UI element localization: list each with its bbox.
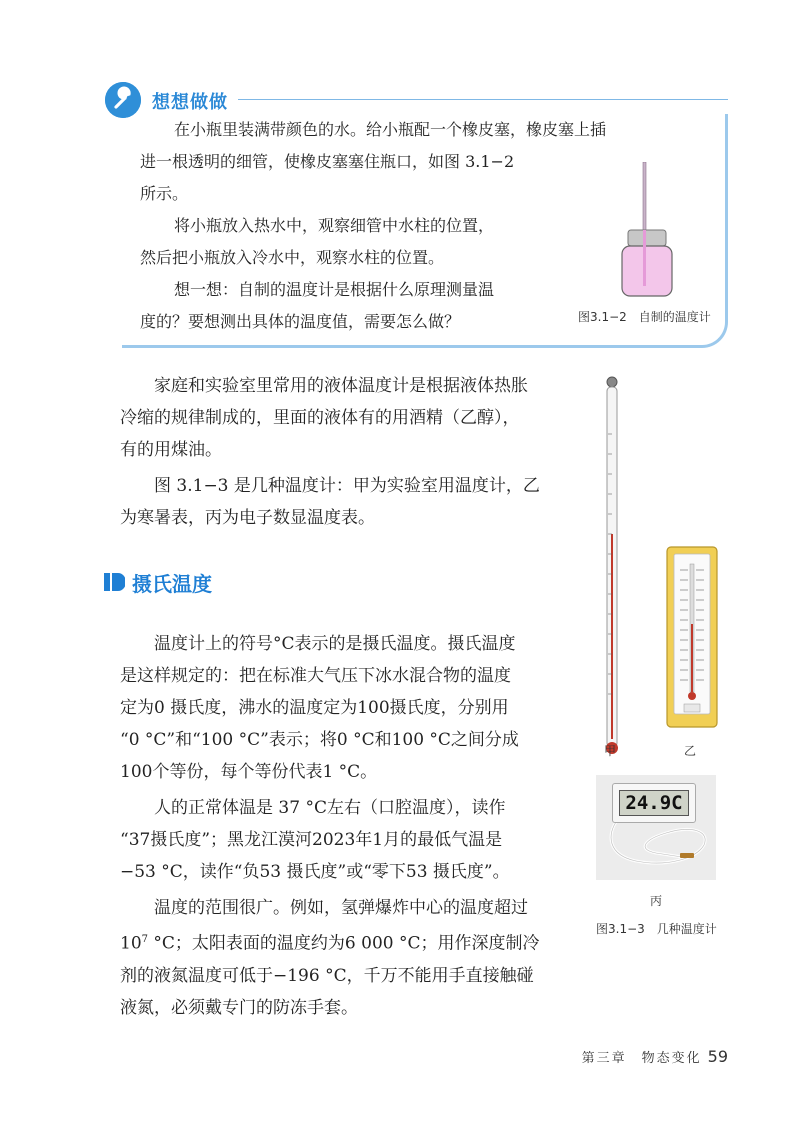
para-line: −53 °C，读作“负53 摄氏度”或“零下53 摄氏度”。 bbox=[120, 862, 510, 882]
label-yi: 乙 bbox=[684, 744, 697, 758]
figure-3-1-3-caption: 图3.1−3 几种温度计 bbox=[596, 922, 717, 936]
activity-line: 想一想：自制的温度计是根据什么原理测量温 bbox=[174, 280, 495, 299]
para-line: 是这样规定的：把在标准大气压下冰水混合物的温度 bbox=[120, 666, 511, 686]
power-base: 10 bbox=[120, 933, 142, 954]
digital-reading: 24.9C bbox=[619, 790, 689, 816]
activity-line: 然后把小瓶放入冷水中，观察水柱的位置。 bbox=[140, 248, 445, 267]
lab-thermometer-illustration bbox=[600, 374, 624, 766]
section-marker-icon bbox=[103, 571, 125, 593]
para-line: “37摄氏度”；黑龙江漠河2023年1月的最低气温是 bbox=[120, 830, 503, 850]
chapter-title: 第三章 物态变化 bbox=[581, 1051, 702, 1066]
para-line: 温度的范围很广。例如，氢弹爆炸中心的温度超过 bbox=[154, 898, 528, 918]
activity-line: 进一根透明的细管，使橡皮塞塞住瓶口，如图 3.1−2 bbox=[140, 152, 515, 171]
label-bing: 丙 bbox=[650, 894, 663, 908]
label-jia: 甲 bbox=[604, 744, 617, 758]
para-line: 为寒暑表，丙为电子数显温度表。 bbox=[120, 508, 375, 528]
activity-line: 度的？要想测出具体的温度值，需要怎么做？ bbox=[140, 312, 461, 331]
para-line bbox=[120, 924, 560, 960]
para-line: 温度计上的符号°C表示的是摄氏温度。摄氏温度 bbox=[154, 634, 516, 654]
activity-title-rule bbox=[238, 99, 728, 100]
para-line: 冷缩的规律制成的，里面的液体有的用酒精（乙醇）， bbox=[120, 408, 520, 428]
para-line: 定为0 摄氏度，沸水的温度定为100摄氏度，分别用 bbox=[120, 698, 509, 718]
para-line: 液氮，必须戴专门的防冻手套。 bbox=[120, 997, 358, 1018]
wall-thermometer-illustration bbox=[666, 546, 718, 728]
para-line: “0 °C”和“100 °C”表示；将0 °C和100 °C之间分成 bbox=[120, 730, 519, 750]
homemade-thermometer-illustration bbox=[608, 162, 688, 302]
para-line: 人的正常体温是 37 °C左右（口腔温度），读作 bbox=[154, 798, 506, 818]
para-line: 有的用煤油。 bbox=[120, 440, 222, 460]
digital-display-case bbox=[612, 783, 696, 823]
power-exponent: 7 bbox=[141, 934, 149, 945]
para-line: 剂的液氮温度可低于−196 °C，千万不能用手直接触碰 bbox=[120, 965, 534, 986]
activity-title: 想想做做 bbox=[152, 92, 228, 113]
main-text-top bbox=[120, 370, 560, 534]
para-line-rest: °C；太阳表面的温度约为6 000 °C；用作深度制冷 bbox=[148, 933, 540, 954]
para-line: 家庭和实验室里常用的液体温度计是根据液体热胀 bbox=[154, 376, 528, 396]
figure-3-1-2-caption: 图3.1−2 自制的温度计 bbox=[578, 310, 711, 324]
activity-line: 将小瓶放入热水中，观察细管中水柱的位置， bbox=[174, 216, 495, 235]
page-number: 59 bbox=[707, 1047, 728, 1066]
para-line: 100个等份，每个等份代表1 °C。 bbox=[120, 762, 378, 782]
main-text-bottom bbox=[120, 628, 560, 1024]
activity-line: 所示。 bbox=[140, 184, 189, 203]
digital-thermometer-photo bbox=[596, 775, 716, 880]
page-footer bbox=[582, 1047, 728, 1066]
wrench-icon bbox=[105, 82, 141, 118]
section-title: 摄氏温度 bbox=[132, 572, 212, 596]
activity-line: 在小瓶里装满带颜色的水。给小瓶配一个橡皮塞，橡皮塞上插 bbox=[174, 120, 607, 139]
para-line: 图 3.1−3 是几种温度计：甲为实验室用温度计，乙 bbox=[154, 476, 540, 496]
